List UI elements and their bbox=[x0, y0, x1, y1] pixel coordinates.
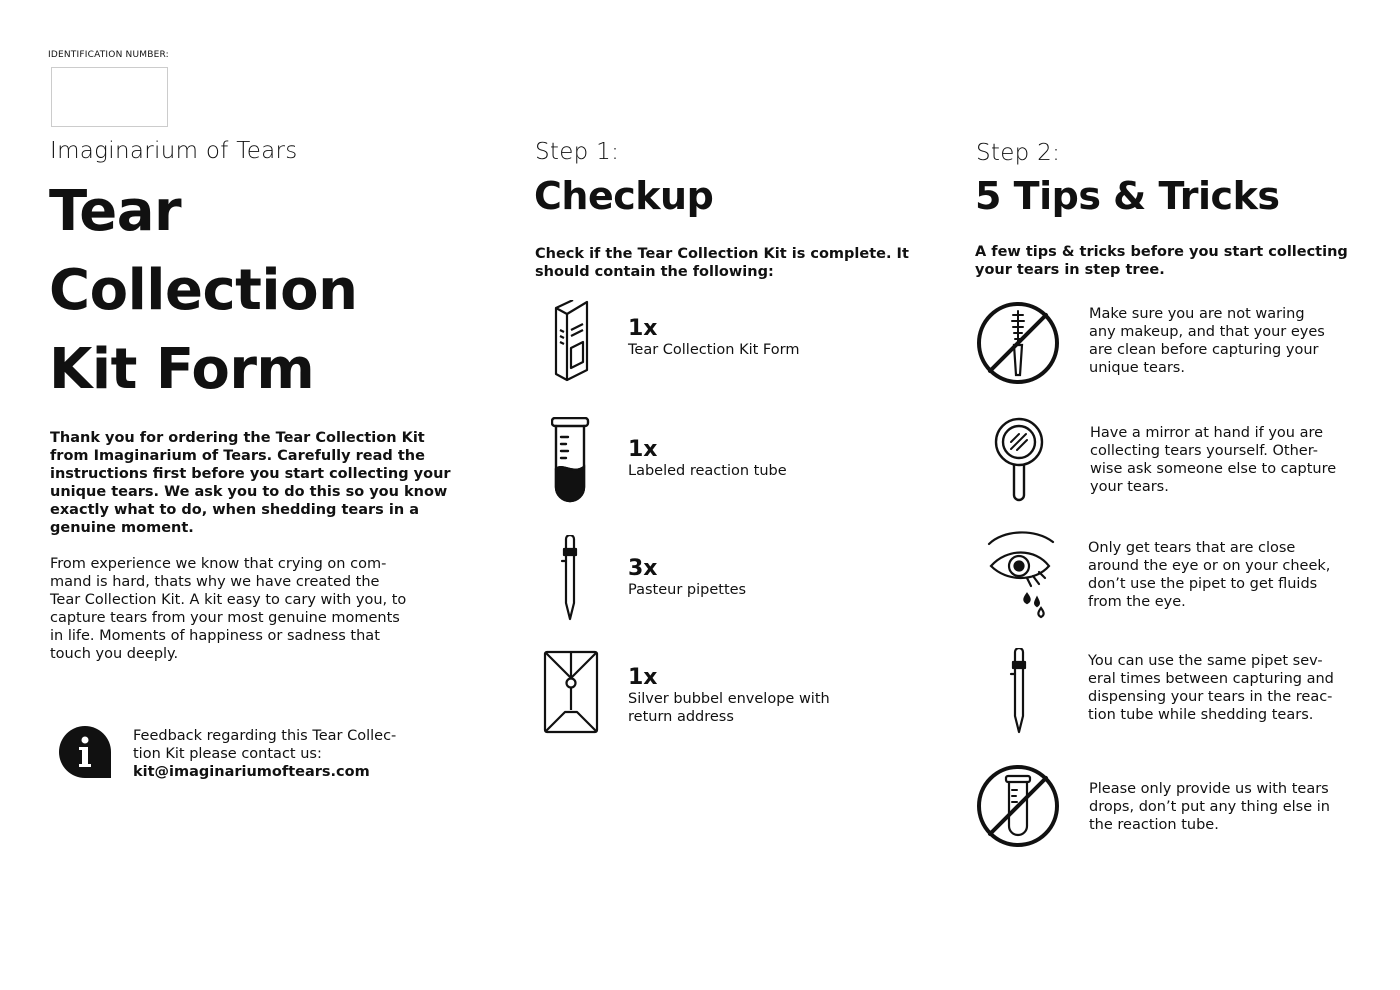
step1-label: Step 1: bbox=[535, 139, 620, 165]
tip-text bbox=[1089, 780, 1330, 834]
checklist-item bbox=[628, 666, 830, 726]
tip-line: around the eye or on your cheek, bbox=[1088, 558, 1331, 574]
paragraph-line: genuine moment. bbox=[50, 520, 194, 536]
tip-line: your tears. bbox=[1090, 479, 1169, 495]
tip-line: the reaction tube. bbox=[1089, 817, 1219, 833]
no-foreign-objects-in-tube-icon bbox=[976, 764, 1060, 848]
tip-line: drops, don’t put any thing else in bbox=[1089, 799, 1330, 815]
step1-intro bbox=[535, 245, 909, 281]
reaction-tube-icon bbox=[551, 417, 591, 503]
item-label: Silver bubbel envelope with bbox=[628, 691, 830, 707]
tip-line: tion tube while shedding tears. bbox=[1088, 707, 1314, 723]
paragraph-line: from Imaginarium of Tears. Carefully read the bbox=[50, 448, 425, 464]
paragraph-line: capture tears from your most genuine moments bbox=[50, 610, 400, 626]
item-quantity: 3x bbox=[628, 556, 658, 581]
tip-text bbox=[1090, 424, 1336, 496]
tip-line: eral times between capturing and bbox=[1088, 671, 1334, 687]
tip-line: from the eye. bbox=[1088, 594, 1186, 610]
paragraph-line: mand is hard, thats why we have created the bbox=[50, 574, 380, 590]
title-line: Kit Form bbox=[49, 337, 315, 402]
intro-line: should contain the following: bbox=[535, 264, 774, 280]
paragraph-line: unique tears. We ask you to do this so you know bbox=[50, 484, 448, 500]
folded-form-icon bbox=[553, 300, 593, 386]
feedback-email-link[interactable]: kit@imaginariumoftears.com bbox=[133, 764, 370, 780]
tip-line: Only get tears that are close bbox=[1088, 540, 1296, 556]
no-makeup-icon bbox=[976, 301, 1060, 385]
paragraph-line: Tear Collection Kit. A kit easy to cary with you, to bbox=[50, 592, 407, 608]
tip-line: are clean before capturing your bbox=[1089, 342, 1319, 358]
brand-subtitle: Imaginarium of Tears bbox=[50, 138, 298, 164]
tip-text bbox=[1088, 539, 1330, 611]
page-title bbox=[49, 172, 357, 409]
pipette-icon bbox=[1007, 648, 1031, 734]
feedback-line: Feedback regarding this Tear Collec- bbox=[133, 728, 397, 744]
intro-bold-paragraph bbox=[50, 429, 451, 537]
identification-number-label: IDENTIFICATION NUMBER: bbox=[48, 50, 169, 60]
tip-text bbox=[1089, 305, 1325, 377]
tip-line: Please only provide us with tears bbox=[1089, 781, 1329, 797]
step2-title: 5 Tips & Tricks bbox=[975, 174, 1280, 218]
step2-intro bbox=[975, 243, 1348, 279]
step2-label: Step 2: bbox=[976, 140, 1061, 166]
item-quantity: 1x bbox=[628, 665, 658, 690]
identification-number-box[interactable] bbox=[51, 67, 168, 127]
tip-line: any makeup, and that your eyes bbox=[1089, 324, 1325, 340]
item-quantity: 1x bbox=[628, 316, 658, 341]
step1-title: Checkup bbox=[534, 174, 714, 218]
pipette-icon bbox=[558, 535, 582, 621]
intro-line: A few tips & tricks before you start collecting bbox=[975, 244, 1348, 260]
paragraph-line: instructions first before you start collecting your bbox=[50, 466, 451, 482]
tip-line: You can use the same pipet sev- bbox=[1088, 653, 1323, 669]
feedback-line: tion Kit please contact us: bbox=[133, 746, 322, 762]
checklist-item bbox=[628, 317, 799, 359]
title-line: Collection bbox=[49, 258, 358, 323]
paragraph-line: exactly what to do, when shedding tears in a bbox=[50, 502, 419, 518]
tip-line: unique tears. bbox=[1089, 360, 1185, 376]
crying-eye-icon bbox=[987, 530, 1059, 620]
checklist-item bbox=[628, 557, 746, 599]
envelope-icon bbox=[543, 650, 599, 734]
intro-line: your tears in step tree. bbox=[975, 262, 1165, 278]
info-icon bbox=[57, 724, 113, 780]
paragraph-line: in life. Moments of happiness or sadness that bbox=[50, 628, 380, 644]
tip-line: don’t use the pipet to get fluids bbox=[1088, 576, 1318, 592]
item-label: Labeled reaction tube bbox=[628, 463, 787, 479]
tip-line: wise ask someone else to capture bbox=[1090, 461, 1337, 477]
title-line: Tear bbox=[49, 179, 182, 244]
item-quantity: 1x bbox=[628, 437, 658, 462]
item-label: return address bbox=[628, 709, 734, 725]
tip-line: Have a mirror at hand if you are bbox=[1090, 425, 1324, 441]
hand-mirror-icon bbox=[994, 417, 1044, 503]
tip-line: collecting tears yourself. Other- bbox=[1090, 443, 1318, 459]
intro-line: Check if the Tear Collection Kit is complete. It bbox=[535, 246, 909, 262]
checklist-item bbox=[628, 438, 787, 480]
tip-line: dispensing your tears in the reac- bbox=[1088, 689, 1333, 705]
tip-line: Make sure you are not waring bbox=[1089, 306, 1305, 322]
intro-paragraph bbox=[50, 555, 406, 663]
tip-text bbox=[1088, 652, 1334, 724]
feedback-text bbox=[133, 727, 396, 781]
item-label: Tear Collection Kit Form bbox=[628, 342, 800, 358]
item-label: Pasteur pipettes bbox=[628, 582, 747, 598]
paragraph-line: touch you deeply. bbox=[50, 646, 179, 662]
paragraph-line: Thank you for ordering the Tear Collection Kit bbox=[50, 430, 425, 446]
paragraph-line: From experience we know that crying on com- bbox=[50, 556, 387, 572]
